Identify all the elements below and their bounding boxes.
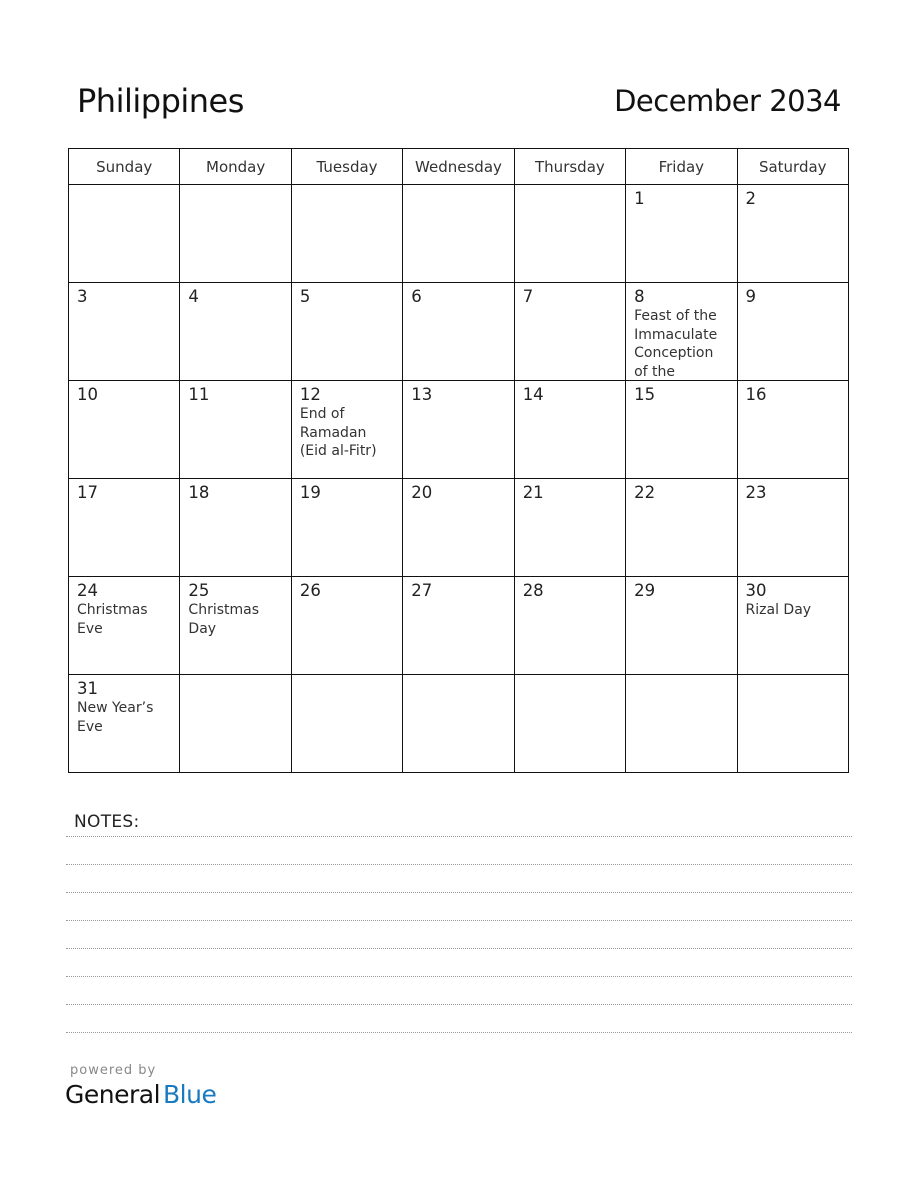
day-number: 7 bbox=[522, 287, 534, 306]
note-line[interactable] bbox=[66, 892, 852, 893]
holiday-label: Christmas Day bbox=[188, 602, 260, 637]
day-cell bbox=[403, 479, 514, 577]
weekday-header-row bbox=[69, 149, 849, 185]
weekday-wednesday: Wednesday bbox=[403, 149, 514, 185]
calendar-grid bbox=[68, 148, 849, 773]
week-row bbox=[69, 283, 849, 381]
note-line[interactable] bbox=[66, 976, 852, 977]
holiday-label: New Year’s Eve bbox=[77, 700, 154, 735]
day-cell bbox=[626, 185, 737, 283]
day-number: 24 bbox=[77, 581, 98, 600]
weekday-sunday: Sunday bbox=[69, 149, 180, 185]
day-cell bbox=[514, 381, 625, 479]
day-cell bbox=[180, 185, 291, 283]
week-row bbox=[69, 675, 849, 773]
day-number: 5 bbox=[299, 287, 311, 306]
day-cell bbox=[626, 283, 737, 381]
day-number: 9 bbox=[745, 287, 757, 306]
month-year-title: December 2034 bbox=[614, 84, 841, 118]
day-number: 27 bbox=[411, 581, 433, 600]
day-cell bbox=[514, 479, 625, 577]
day-number: 15 bbox=[634, 385, 656, 404]
day-cell bbox=[514, 577, 625, 675]
day-cell bbox=[737, 381, 848, 479]
day-number: 29 bbox=[634, 581, 656, 600]
day-cell bbox=[514, 675, 625, 773]
weekday-tuesday: Tuesday bbox=[291, 149, 402, 185]
note-line[interactable] bbox=[66, 948, 852, 949]
day-cell bbox=[626, 479, 737, 577]
day-cell bbox=[514, 185, 625, 283]
notes-label: NOTES: bbox=[74, 812, 140, 832]
weekday-friday: Friday bbox=[626, 149, 737, 185]
day-cell bbox=[180, 577, 291, 675]
day-cell bbox=[626, 577, 737, 675]
week-row bbox=[69, 577, 849, 675]
day-number: 20 bbox=[411, 483, 433, 502]
day-cell bbox=[403, 381, 514, 479]
note-line[interactable] bbox=[66, 920, 852, 921]
brand-blue: Blue bbox=[163, 1080, 217, 1109]
day-cell bbox=[69, 675, 180, 773]
day-cell bbox=[291, 675, 402, 773]
day-cell bbox=[737, 577, 848, 675]
day-cell bbox=[737, 283, 848, 381]
day-number: 6 bbox=[411, 287, 422, 306]
day-number: 23 bbox=[745, 483, 767, 502]
day-number: 19 bbox=[299, 483, 321, 502]
day-cell bbox=[180, 479, 291, 577]
day-number: 31 bbox=[77, 679, 98, 698]
day-number: 12 bbox=[299, 385, 321, 404]
day-cell bbox=[291, 577, 402, 675]
day-cell bbox=[180, 675, 291, 773]
week-row bbox=[69, 381, 849, 479]
note-line[interactable] bbox=[66, 1004, 852, 1005]
day-cell bbox=[403, 185, 514, 283]
day-number: 8 bbox=[634, 287, 645, 306]
day-cell bbox=[69, 577, 180, 675]
day-cell bbox=[69, 479, 180, 577]
day-number: 22 bbox=[634, 483, 656, 502]
day-cell bbox=[737, 479, 848, 577]
day-cell bbox=[69, 381, 180, 479]
day-number: 21 bbox=[522, 483, 544, 502]
day-number: 18 bbox=[188, 483, 210, 502]
day-number: 1 bbox=[634, 189, 645, 208]
day-cell bbox=[737, 185, 848, 283]
brand-general: General bbox=[65, 1080, 161, 1109]
generalblue-logo bbox=[65, 1080, 216, 1109]
day-cell bbox=[737, 675, 848, 773]
day-cell bbox=[291, 479, 402, 577]
day-cell bbox=[291, 283, 402, 381]
country-title: Philippines bbox=[77, 82, 244, 120]
day-number: 2 bbox=[745, 189, 757, 208]
powered-by-text: powered by bbox=[70, 1063, 157, 1078]
week-row bbox=[69, 479, 849, 577]
day-cell bbox=[69, 283, 180, 381]
day-cell bbox=[69, 185, 180, 283]
holiday-label: Feast of the Immaculate Conception of the bbox=[634, 308, 718, 380]
day-number: 26 bbox=[299, 581, 321, 600]
day-cell bbox=[403, 577, 514, 675]
day-cell bbox=[291, 185, 402, 283]
weekday-saturday: Saturday bbox=[737, 149, 848, 185]
day-cell bbox=[514, 283, 625, 381]
day-number: 28 bbox=[522, 581, 544, 600]
day-cell bbox=[180, 381, 291, 479]
day-cell bbox=[403, 675, 514, 773]
day-number: 14 bbox=[522, 385, 544, 404]
day-number: 3 bbox=[77, 287, 88, 306]
day-number: 25 bbox=[188, 581, 210, 600]
day-cell bbox=[403, 283, 514, 381]
day-number: 13 bbox=[411, 385, 433, 404]
day-cell bbox=[626, 675, 737, 773]
day-number: 10 bbox=[77, 385, 98, 404]
holiday-label: Christmas Eve bbox=[77, 602, 148, 637]
day-number: 16 bbox=[745, 385, 767, 404]
note-line[interactable] bbox=[66, 864, 852, 865]
note-line[interactable] bbox=[66, 836, 852, 837]
holiday-label: End of Ramadan (Eid al-Fitr) bbox=[299, 406, 377, 459]
day-number: 17 bbox=[77, 483, 98, 502]
week-row bbox=[69, 185, 849, 283]
day-number: 11 bbox=[188, 385, 210, 404]
day-number: 4 bbox=[188, 287, 199, 306]
holiday-label: Rizal Day bbox=[745, 602, 812, 618]
day-cell bbox=[291, 381, 402, 479]
day-number: 30 bbox=[745, 581, 767, 600]
weekday-thursday: Thursday bbox=[514, 149, 625, 185]
weekday-monday: Monday bbox=[180, 149, 291, 185]
day-cell bbox=[180, 283, 291, 381]
note-line[interactable] bbox=[66, 1032, 852, 1033]
day-cell bbox=[626, 381, 737, 479]
